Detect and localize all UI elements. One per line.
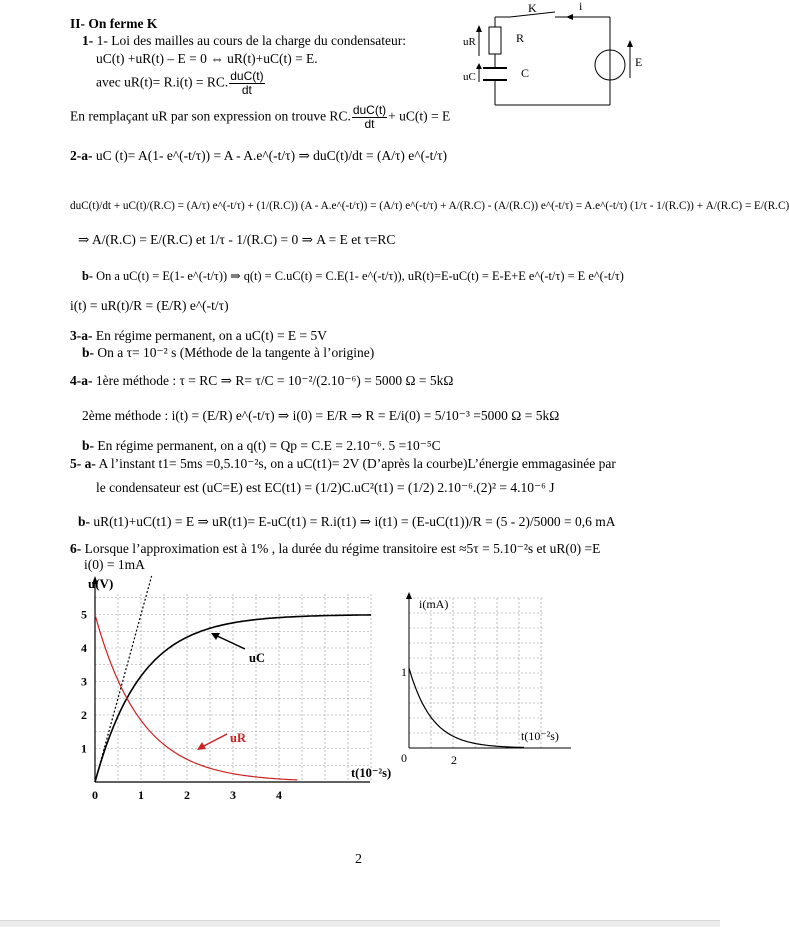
q4b: b- En régime permanent, on a q(t) = Qp = C.E = 2.10⁻⁶. 5 =10⁻⁵C [82,438,441,453]
circuit-label-r: R [516,31,525,45]
graph-u-label-uc: uC [249,651,265,665]
q1-title: 1- 1- Loi des mailles au cours de la charge du condensateur: [82,33,407,48]
circuit-label-uc: uC [463,71,476,83]
q4a-method2: 2ème méthode : i(t) = (E/R) e^(-t/τ) ⇒ i(0) = E/R ⇒ R = E/i(0) = 5/10⁻³ =5000 Ω = 5kΩ [82,408,560,423]
bottom-bar [0,920,720,927]
graph-u-xtick: 2 [184,788,190,802]
circuit-label-e: E [635,55,643,69]
graph-i-xtick-0: 0 [401,751,407,765]
q3a: 3-a- En régime permanent, on a uC(t) = E = 5V [70,328,328,343]
graph-u-label-ur: uR [230,731,246,745]
q2a-sum: duC(t)/dt + uC(t)/(R.C) = (A/τ) e^(-t/τ) + (1/(R.C)) (A - A.e^(-t/τ)) = (A/τ) e^(-t/τ) + A/(R.C) - (A/(R.C)) e^(-t/τ) = A.e^(-t/τ) (1/τ - 1/(R.C)) + A/(R.C) = E/(R.C) [70,200,789,212]
curve-ur [95,615,297,780]
q2a-result: ⇒ A/(R.C) = E/(R.C) et 1/τ - 1/(R.C) = 0 ⇒ A = E et τ=RC [78,232,396,247]
q5b: b- uR(t1)+uC(t1) = E ⇒ uR(t1)= E-uC(t1) = R.i(t1) ⇒ i(t1) = (E-uC(t1))/R = (5 - 2)/5000 = 0,6 mA [78,514,616,529]
q1-eq1: uC(t) +uR(t) – E = 0 ⇔ uR(t)+uC(t) = E. [96,51,318,66]
graph-u-ytick: 3 [81,674,87,689]
graph-u [70,572,392,804]
graph-u-xtick: 3 [230,788,236,802]
graph-u-ytick: 5 [81,607,87,622]
page-number: 2 [355,852,362,867]
q2b-equation: b- On a uC(t) = E(1- e^(-t/τ)) ⇒ q(t) = C.uC(t) = C.E(1- e^(-t/τ)), uR(t)=E-uC(t) = E-E+E e^(-t/τ) = E e^(-t/τ) [82,269,624,283]
circuit-label-i: i [579,0,583,13]
graph-i [395,588,575,766]
q5a-line2: le condensateur est (uC=E) est EC(t1) = (1/2)C.uC²(t1) = (1/2) 2.10⁻⁶.(2)² = 4.10⁻⁶ J [96,480,555,495]
graph-u-xtick: 1 [138,788,144,802]
q3b: b- On a τ= 10⁻² s (Méthode de la tangente à l’origine) [82,345,375,360]
graph-u-xtick: 0 [92,788,98,802]
graph-i-ytick: 1 [401,665,407,679]
q1-eq2: avec uR(t)= R.i(t) = RC. $\frac{\text{duC(t)}}{dt}$ [96,69,264,97]
graph-i-ylabel: i(mA) [419,597,449,611]
graph-u-xlabel: t(10⁻²s) [351,766,392,780]
circuit-diagram [455,0,655,118]
section-title: II- On ferme K [70,16,158,31]
q1-replacement: En remplaçant uR par son expression on trouve RC. $\frac{\text{duC(t)}}{dt}$ + uC(t) = E [70,103,451,131]
q6-line2: i(0) = 1mA [84,557,145,572]
graph-i-xtick-2: 2 [451,753,457,767]
q5a-line1: 5- a- A l’instant t1= 5ms =0,5.10⁻²s, on a uC(t1)= 2V (D’après la courbe)L’énergie emmagasinée par [70,456,616,471]
circuit-label-c: C [521,66,530,80]
q2a-equation: 2-a- uC (t)= A(1- e^(-t/τ)) = A - A.e^(-t/τ) ⇒ duC(t)/dt = (A/τ) e^(-t/τ) [70,148,448,163]
graph-u-ytick: 1 [81,741,87,756]
graph-u-xtick: 4 [276,788,282,802]
graph-i-xlabel: t(10⁻²s) [521,729,559,743]
q6-line1: 6- Lorsque l’approximation est à 1% , la durée du régime transitoire est ≈5τ = 5.10⁻²s et uR(0) =E [70,541,601,556]
circuit-label-ur: uR [463,36,476,48]
graph-u-ylabel: u(V) [88,576,114,591]
graph-u-ytick: 4 [81,641,87,655]
q4a-method1: 4-a- 1ère méthode : τ = RC ⇒ R= τ/C = 10⁻²/(2.10⁻⁶) = 5000 Ω = 5kΩ [70,373,454,388]
circuit-label-k: K [528,1,537,15]
q2b-current: i(t) = uR(t)/R = (E/R) e^(-t/τ) [70,298,229,313]
curve-i [409,668,524,748]
graph-u-ytick: 2 [81,708,87,722]
